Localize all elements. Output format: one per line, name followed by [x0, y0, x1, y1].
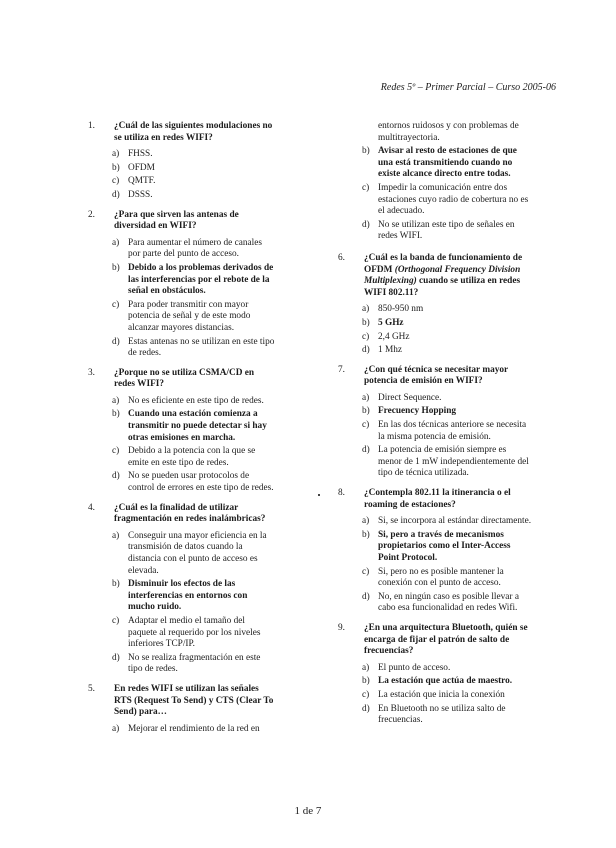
question	[338, 253, 532, 357]
option-letter: b)	[362, 406, 370, 417]
option-letter: d)	[112, 189, 120, 200]
answer-option	[362, 445, 532, 480]
question-text	[364, 253, 532, 299]
option-letter: b)	[112, 162, 120, 173]
option-text: La potencia de emisión siempre es menor de 1 mW independientemente del tipo de técnica utilizada.	[378, 445, 529, 479]
question-5-continued-options	[338, 146, 532, 243]
answer-option	[362, 530, 532, 565]
option-letter: b)	[362, 146, 370, 157]
option-text: No se realiza fragmentación en este tipo de redes.	[128, 652, 261, 675]
page-header: Redes 5º – Primer Parcial – Curso 2005-06	[380, 82, 556, 93]
option-text: El punto de acceso.	[378, 662, 451, 673]
option-letter: c)	[362, 566, 370, 577]
question-header	[88, 368, 276, 391]
question-header	[88, 121, 276, 144]
answer-option	[112, 238, 276, 261]
option-letter: d)	[362, 445, 370, 456]
question-text: ¿En una arquitectura Bluetooth, quién se encarga de fijar el patrón de salto de frecuencias?	[364, 622, 528, 657]
option-text: Para aumentar el número de canales por parte del punto de acceso.	[128, 237, 262, 260]
answer-option	[362, 220, 532, 243]
answer-option	[112, 263, 276, 298]
answer-option	[362, 146, 532, 181]
question	[88, 684, 276, 735]
question-text: ¿Cuál es la finalidad de utilizar fragmentación en redes inalámbricas?	[114, 502, 266, 525]
option-letter: d)	[112, 652, 120, 663]
option-letter: a)	[112, 149, 120, 160]
option-letter: b)	[362, 317, 370, 328]
answer-option	[362, 704, 532, 727]
option-text: Direct Sequence.	[378, 392, 442, 403]
answer-option	[112, 300, 276, 335]
answer-option	[362, 676, 532, 688]
option-text: Disminuir los efectos de las interferencias en entornos con mucho ruido.	[128, 579, 248, 613]
option-text: En las dos técnicas anteriore se necesita la misma potencia de emisión.	[378, 420, 527, 442]
option-text: QMTF.	[128, 176, 156, 187]
question-header	[88, 210, 276, 233]
question-number: 1.	[88, 121, 95, 131]
answer-option	[112, 446, 276, 469]
left-column	[88, 121, 276, 743]
question-header	[338, 365, 532, 388]
answer-option	[112, 149, 276, 161]
option-letter: d)	[362, 703, 370, 714]
question	[88, 210, 276, 360]
question-text: ¿Contempla 802.11 la itinerancia o el roaming de estaciones?	[364, 488, 511, 510]
option-letter: c)	[362, 182, 370, 193]
question-number: 6.	[338, 252, 345, 263]
option-letter: c)	[362, 331, 370, 342]
answer-option	[112, 724, 276, 736]
question-header	[88, 684, 276, 719]
question-text: ¿Para que sirven las antenas de diversidad en WIFI?	[114, 209, 239, 232]
question-number: 4.	[88, 502, 95, 513]
answer-option	[112, 396, 276, 408]
option-text: 5 GHz	[378, 317, 404, 328]
right-questions	[338, 253, 532, 727]
answer-option	[362, 393, 532, 405]
answer-option	[112, 471, 276, 494]
option-letter: a)	[112, 530, 120, 541]
option-text: No se pueden usar protocolos de control de errores en este tipo de redes.	[128, 471, 274, 494]
question	[88, 121, 276, 202]
question	[88, 368, 276, 495]
option-letter: c)	[112, 299, 120, 310]
option-letter: c)	[112, 446, 120, 457]
option-text: Estas antenas no se utilizan en este tipo de redes.	[128, 336, 275, 359]
question-header	[338, 253, 532, 299]
option-text: 850-950 nm	[378, 304, 424, 315]
option-letter: b)	[362, 676, 370, 687]
option-text: Si, pero no es posible mantener la conexión con el punto de acceso.	[378, 566, 504, 589]
answer-option	[112, 409, 276, 444]
option-letter: d)	[362, 591, 370, 602]
question-text: ¿Cuál de las siguientes modulaciones no se utiliza en redes WIFI?	[114, 121, 273, 143]
question-text: En redes WIFI se utilizan las señales RTS (Request To Send) y CTS (Clear To Send) para…	[114, 683, 274, 718]
question-number: 9.	[338, 622, 345, 633]
answer-option	[112, 163, 276, 175]
option-letter: c)	[362, 689, 370, 700]
question-header	[338, 623, 532, 658]
question-header	[338, 488, 532, 511]
option-letter: c)	[112, 615, 120, 626]
option-letter: b)	[112, 579, 120, 590]
question	[338, 488, 532, 615]
option-text: En Bluetooth no se utiliza salto de frecuencias.	[378, 703, 506, 726]
question-number: 7.	[338, 364, 345, 375]
option-letter: d)	[112, 336, 120, 347]
answer-option	[362, 304, 532, 316]
answer-option	[362, 690, 532, 702]
option-text: Frecuency Hopping	[378, 406, 457, 417]
option-text: No se utilizan este tipo de señales en redes WIFI.	[378, 219, 515, 242]
option-letter: a)	[362, 392, 370, 403]
question	[338, 623, 532, 727]
page-number: 1 de 7	[294, 805, 322, 817]
option-text: Si, se incorpora al estándar directamente.	[378, 516, 532, 527]
question-header	[88, 503, 276, 526]
option-text: Mejorar el rendimiento de la red en	[128, 723, 260, 734]
option-letter: a)	[362, 516, 370, 527]
question-number: 3.	[88, 367, 95, 378]
question-text-part: ¿Cuál es la banda de funcionamiento de OFDM	[364, 252, 523, 275]
answer-option	[362, 592, 532, 615]
option-text: Impedir la comunicación entre dos estaciones cuyo radio de cobertura no es el adecuado.	[378, 182, 529, 217]
answer-option	[362, 345, 532, 357]
answer-option	[112, 531, 276, 577]
option-letter: b)	[112, 262, 120, 273]
answer-option	[112, 190, 276, 202]
answer-option	[362, 567, 532, 590]
question-5-continuation: entornos ruidosos y con problemas de multitrayectoria.	[378, 121, 519, 143]
right-column	[338, 121, 532, 735]
option-letter: d)	[362, 219, 370, 230]
option-text: Adaptar el medio el tamaño del paquete al requerido por los niveles inferiores TCP/IP.	[128, 615, 261, 650]
option-letter: a)	[112, 723, 120, 734]
option-text: Conseguir una mayor eficiencia en la transmisión de datos cuando la distancia con el punto de acceso es elevada.	[128, 530, 267, 576]
question-number: 5.	[88, 683, 95, 694]
option-text: Debido a los problemas derivados de las interferencias por el rebote de la señal en obstáculos.	[128, 262, 274, 297]
option-text: La estación que actúa de maestro.	[378, 676, 513, 687]
option-text: OFDM	[128, 162, 155, 173]
option-text: Para poder transmitir con mayor potencia de señal y de este modo alcanzar mayores distancias.	[128, 299, 251, 333]
option-letter: a)	[362, 662, 370, 673]
answer-option	[362, 332, 532, 344]
answer-option	[112, 337, 276, 360]
answer-option	[112, 176, 276, 188]
option-text: Avisar al resto de estaciones de que una está transmitiendo cuando no existe alcance directo entre todas.	[378, 146, 517, 180]
question	[338, 365, 532, 480]
option-letter: c)	[362, 420, 370, 431]
answer-option	[362, 663, 532, 675]
option-text: Si, pero a través de mecanismos propietarios como el Inter-Access Point Protocol.	[378, 529, 511, 563]
option-letter: c)	[112, 176, 120, 187]
answer-option	[362, 183, 532, 218]
option-text: DSSS.	[128, 189, 153, 200]
question-text: ¿Con qué técnica se necesitar mayor potencia de emisión en WIFI?	[364, 364, 508, 387]
option-letter: a)	[112, 395, 120, 406]
option-text: 2,4 GHz	[378, 331, 410, 342]
option-text: Debido a la potencia con la que se emite en este tipo de redes.	[128, 446, 256, 468]
question-number: 8.	[338, 488, 345, 499]
option-letter: b)	[362, 529, 370, 540]
option-letter: d)	[112, 471, 120, 482]
answer-option	[112, 653, 276, 676]
question-text-part: cuando se utiliza en redes WIFI 802.11?	[364, 276, 521, 298]
question-number: 2.	[88, 209, 95, 220]
option-letter: a)	[362, 304, 370, 315]
answer-option	[362, 516, 532, 528]
answer-option	[112, 616, 276, 651]
answer-option	[362, 406, 532, 418]
option-letter: b)	[112, 409, 120, 420]
answer-option	[362, 318, 532, 330]
option-letter: a)	[112, 237, 120, 248]
option-text: FHSS.	[128, 149, 153, 160]
question-text-emphasis: (Orthogonal Frequency Division Multiplexing)	[364, 264, 521, 287]
option-letter: d)	[362, 345, 370, 356]
option-text: Cuando una estación comienza a transmitir no puede detectar si hay otras emisiones en marcha.	[128, 409, 267, 443]
option-text: No es eficiente en este tipo de redes.	[128, 395, 264, 406]
stray-mark	[318, 494, 320, 496]
option-text: 1 Mhz	[378, 345, 403, 356]
answer-option	[362, 420, 532, 443]
question-text: ¿Porque no se utiliza CSMA/CD en redes WIFI?	[114, 367, 255, 390]
option-text: La estación que inicia la conexión	[378, 689, 505, 700]
option-text: No, en ningún caso es posible llevar a cabo esa funcionalidad en redes Wifi.	[378, 591, 519, 614]
answer-option	[112, 579, 276, 614]
question	[88, 503, 276, 676]
